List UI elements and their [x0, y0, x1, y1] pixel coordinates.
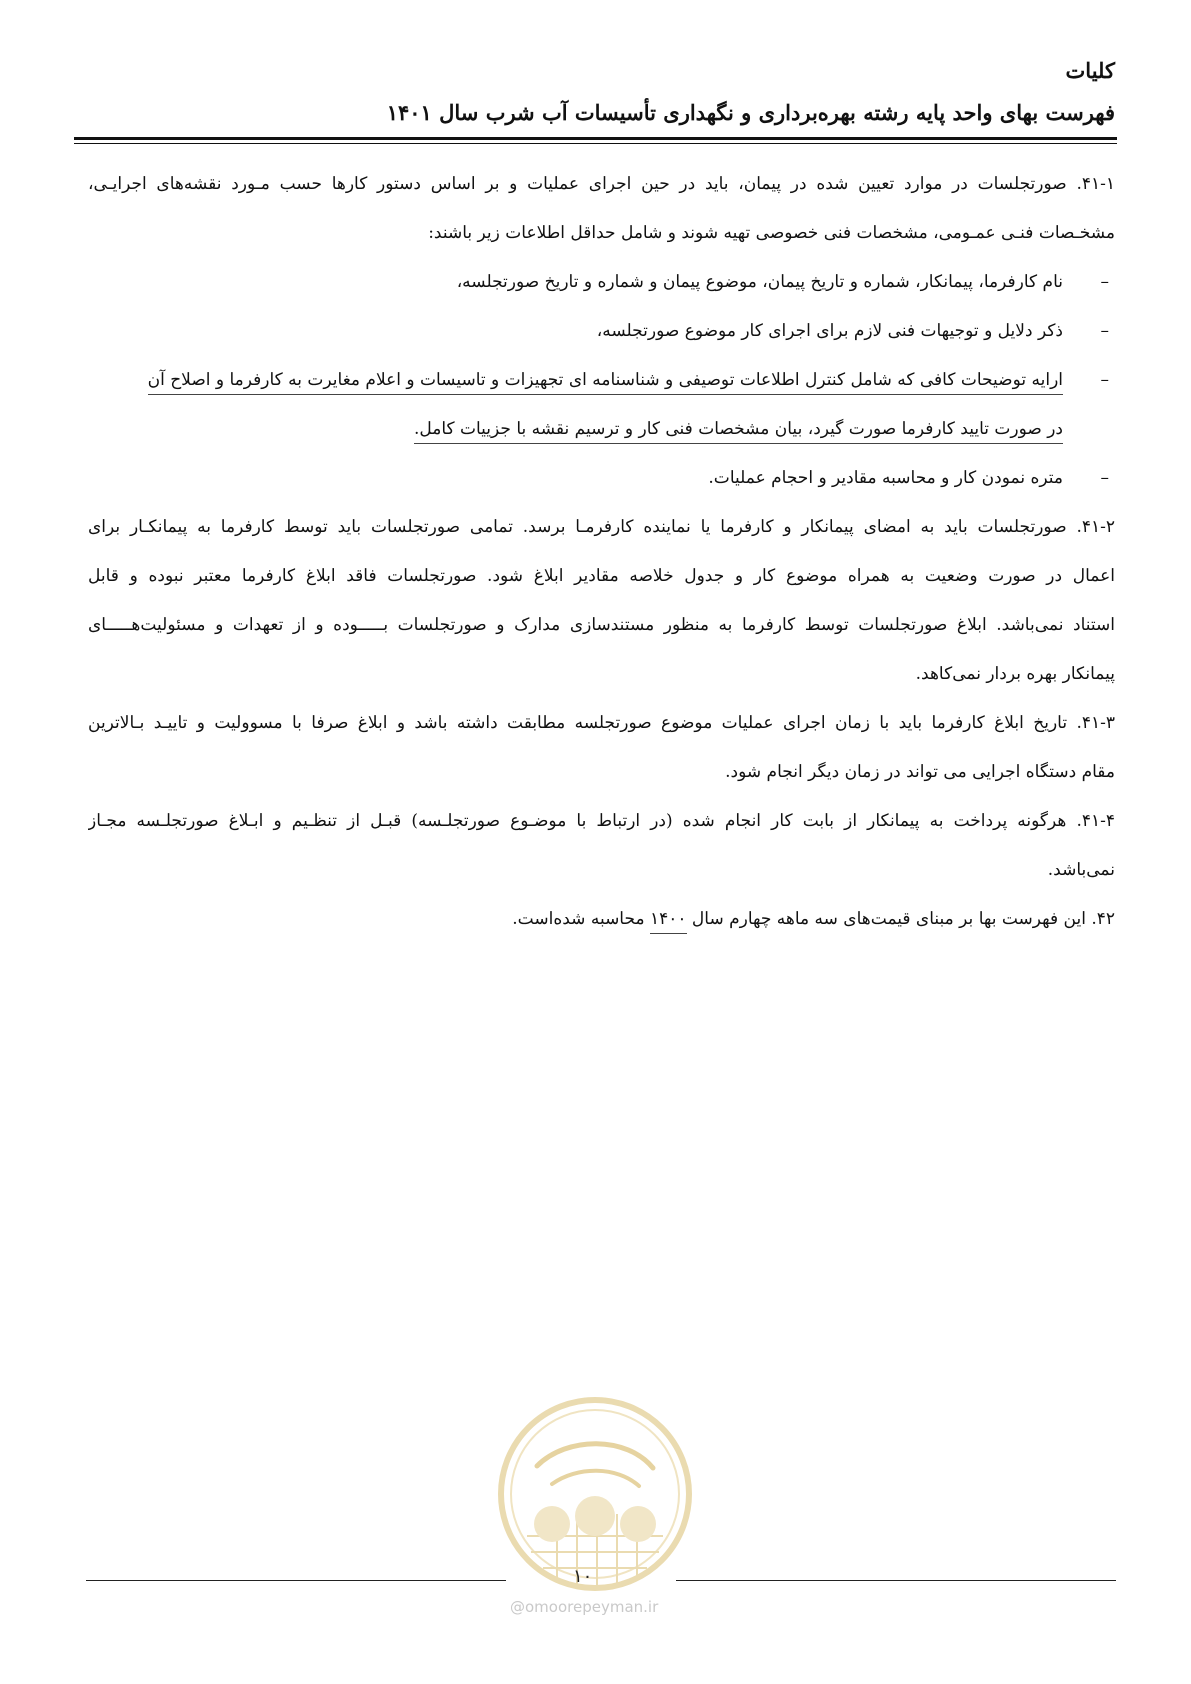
page-number: ۱۰	[573, 1566, 593, 1587]
paragraph-41-2-line: پیمانکار بهره بردار نمی‌کاهد.	[915, 664, 1115, 684]
paragraph-42-text-end: محاسبه شده‌است.	[512, 909, 645, 929]
paragraph-42-year: ۱۴۰۰	[650, 909, 687, 934]
paragraph-41-4-line: ۴۱-۴. هرگونه پرداخت به پیمانکار از بابت کار انجام شده (در ارتباط با موضـوع صورتجلـسه) قبـل از تنظـیم و ابـلاغ صورتجلـسه مجـاز	[88, 811, 1115, 831]
bullet-continuation	[88, 413, 1115, 462]
bullet-text: متره نمودن کار و محاسبه مقادیر و احجام عملیات.	[708, 468, 1063, 488]
paragraph-42	[88, 903, 1115, 952]
bullet-text: ارایه توضیحات کافی که شامل کنترل اطلاعات توصیفی و شناسنامه ای تجهیزات و تاسیسات و اعلام مغایرت به کارفرما و اصلاح آن	[148, 370, 1063, 395]
paragraph-41-2-line: استناد نمی‌باشد. ابلاغ صورتجلسات توسط کارفرما به منظور مستندسازی مدارک و صورتجلسات بـــــوده و از تعهدات و مسئولیت‌هـــــای	[88, 615, 1115, 635]
header-rule-thin	[74, 143, 1117, 144]
bullet-item: –متره نمودن کار و محاسبه مقادیر و احجام عملیات.	[708, 468, 1109, 488]
paragraph-41-1-line: ۴۱-۱. صورتجلسات در موارد تعیین شده در پیمان، باید در حین اجرای عملیات و بر اساس دستور کارها حسب مـورد نقشه‌های اجرایـی،	[88, 174, 1115, 194]
bullet-text: ذکر دلایل و توجیهات فنی لازم برای اجرای کار موضوع صورتجلسه،	[596, 321, 1063, 341]
document-title: فهرست بهای واحد پایه رشته بهره‌برداری و نگهداری تأسیسات آب شرب سال ۱۴۰۱	[386, 100, 1115, 125]
paragraph-41-2-line: ۴۱-۲. صورتجلسات باید به امضای پیمانکار و کارفرما یا نماینده کارفرمـا برسد. تمامی صورتجلسات باید توسط کارفرما به پیمانکـار برای	[88, 517, 1115, 537]
body-text	[88, 168, 1115, 952]
paragraph-41-3-line: مقام دستگاه اجرایی می تواند در زمان دیگر انجام شود.	[725, 762, 1115, 782]
bullet-text: نام کارفرما، پیمانکار، شماره و تاریخ پیمان، موضوع پیمان و شماره و تاریخ صورتجلسه،	[456, 272, 1063, 292]
bullet-item: –ارایه توضیحات کافی که شامل کنترل اطلاعات توصیفی و شناسنامه ای تجهیزات و تاسیسات و اعلام مغایرت به کارفرما و اصلاح آن	[88, 364, 1115, 413]
bullet-item: –نام کارفرما، پیمانکار، شماره و تاریخ پیمان، موضوع پیمان و شماره و تاریخ صورتجلسه،	[456, 272, 1109, 292]
paragraph-42-text-start: ۴۲. این فهرست بها بر مبنای قیمت‌های سه ماهه چهارم سال	[691, 909, 1115, 929]
watermark-url: @omoorepeyman.ir	[510, 1598, 659, 1616]
paragraph-41-1-line: مشخـصات فنـی عمـومی، مشخصات فنی خصوصی تهیه شوند و شامل حداقل اطلاعات زیر باشند:	[428, 223, 1115, 243]
bullet-item: –ذکر دلایل و توجیهات فنی لازم برای اجرای کار موضوع صورتجلسه،	[596, 321, 1109, 341]
bullet-continuation-text: در صورت تایید کارفرما صورت گیرد، بیان مشخصات فنی کار و ترسیم نقشه با جزییات کامل.	[414, 419, 1063, 444]
paragraph-41-3-line: ۴۱-۳. تاریخ ابلاغ کارفرما باید با زمان اجرای عملیات موضوع صورتجلسه مطابقت داشته باشد و ابلاغ صرفا با مسوولیت و تاییـد بـالاترین	[88, 713, 1115, 733]
section-heading: کلیات	[1065, 58, 1115, 83]
footer-rule-left	[86, 1580, 506, 1581]
paragraph-41-4-line: نمی‌باشد.	[1047, 860, 1115, 880]
paragraph-41-2-line: اعمال در صورت وضعیت به همراه موضوع کار و جدول خلاصه مقادیر ابلاغ شود. صورتجلسات فاقد ابلاغ کارفرما معتبر نبوده و قابل	[88, 566, 1115, 586]
header-rule-thick	[74, 137, 1117, 140]
footer-rule-right	[676, 1580, 1116, 1581]
watermark-seal-logo	[497, 1396, 693, 1592]
